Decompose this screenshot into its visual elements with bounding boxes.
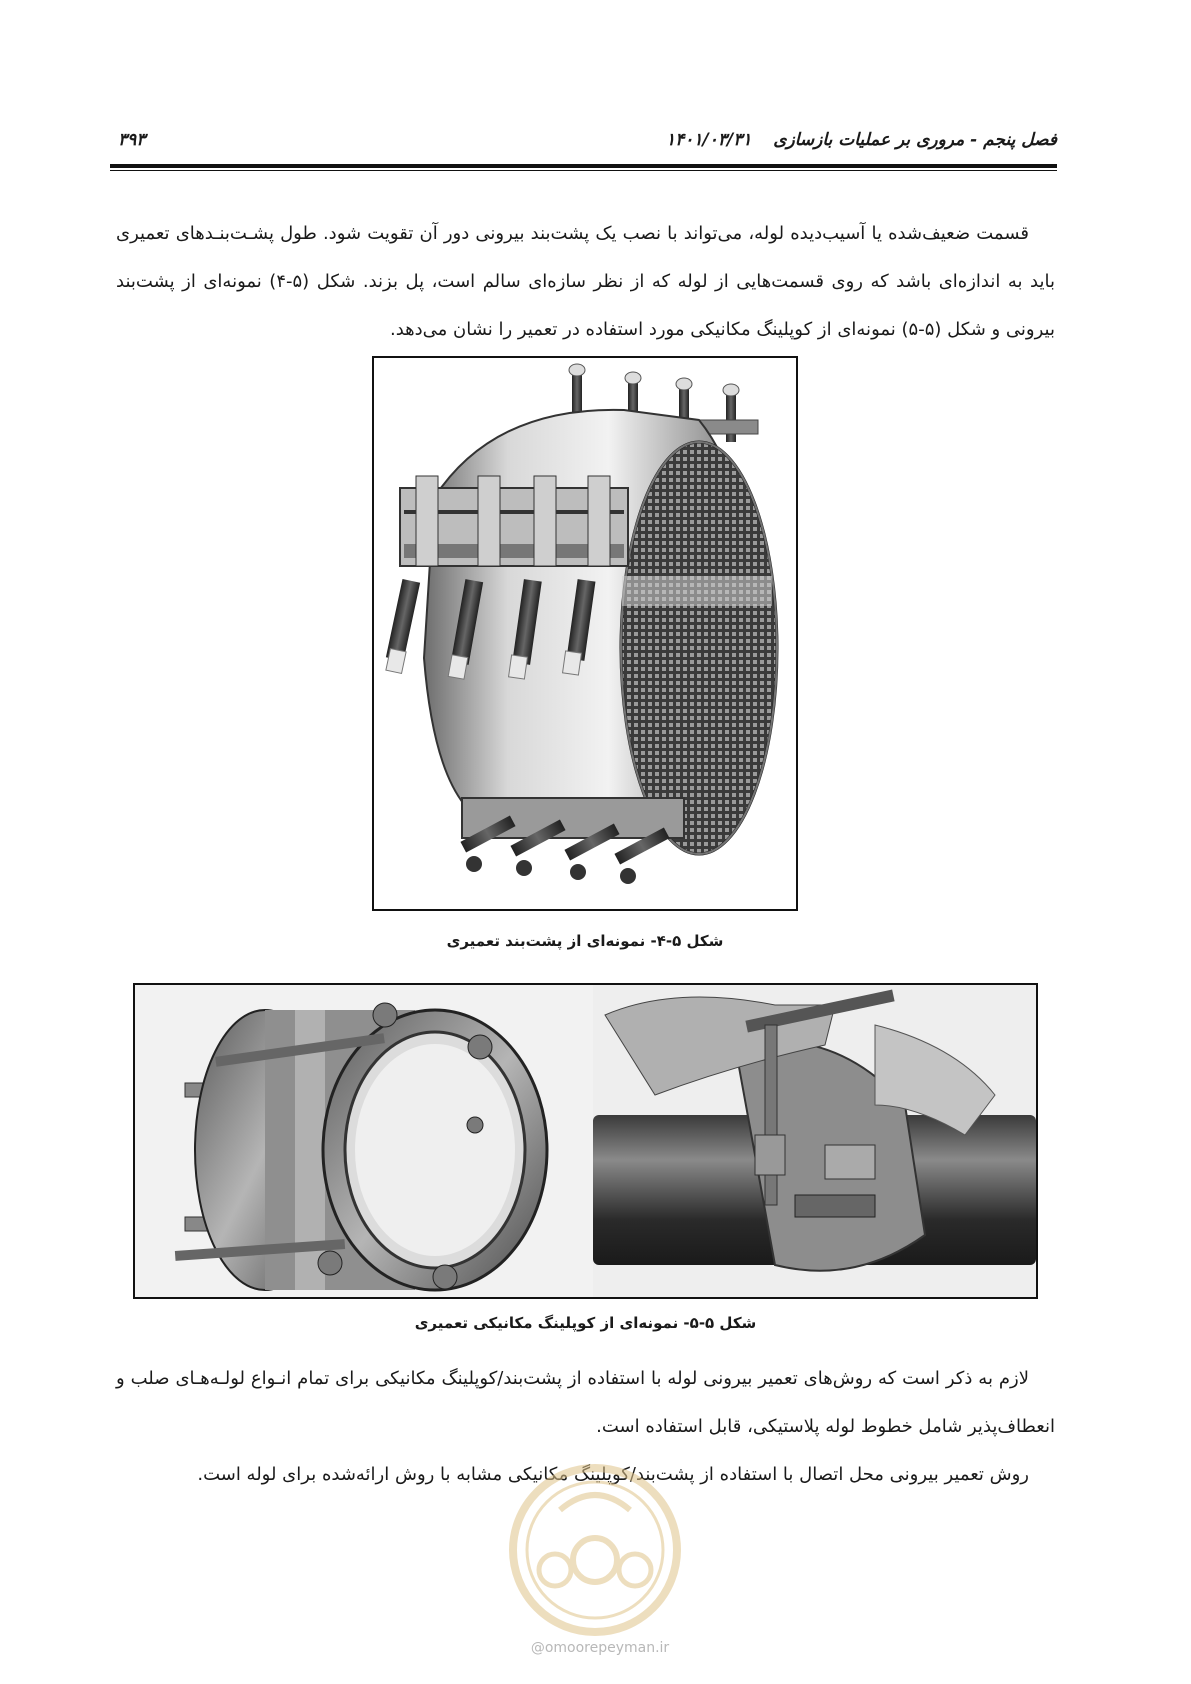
bottom-bolts [460,798,684,884]
repair-clamp-illustration [374,358,796,909]
figure-mechanical-coupling [133,983,1038,1299]
paragraph-applicability: لازم به ذکر است که روش‌های تعمیر بیرونی لوله با استفاده از پشت‌بند/کوپلینگ مکانیکی برای تمام انـواع لولـه‌هـای صلب و انعطاف‌پذیر شامل خطوط لوله پلاستیکی، قابل استفاده است. [116,1368,1055,1437]
figure-5-caption: شکل ۵-۵- نمونه‌ای از کوپلینگ مکانیکی تعمیری [414,1314,757,1332]
page-header [110,128,1057,156]
header-rule-thick [110,164,1057,168]
seal-logo-icon [505,1460,685,1660]
header-rule-thin [110,170,1057,171]
paragraph-intro: قسمت ضعیف‌شده یا آسیب‌دیده لوله، می‌تواند با نصب یک پشت‌بند بیرونی دور آن تقویت شود. طول پشـت‌بنـدهای تعمیری باید به اندازه‌ای باشد که روی قسمت‌هایی از لوله که از نظر سازه‌ای سالم است، پل بزند. شکل (۵-۴) نمونه‌ای از پشت‌بند بیرونی و شکل (۵-۵) نمونه‌ای از کوپلینگ مکانیکی مورد استفاده در تعمیر را نشان می‌دهد. [116,223,1055,340]
figure-repair-clamp [372,356,798,911]
page-number: ۳۹۳ [118,130,146,150]
watermark-text: @omoorepeyman.ir [530,1640,670,1656]
header-date: ۱۴۰۱/۰۳/۳۱ [666,130,752,150]
pipe-clamp-photo [593,985,1036,1297]
chapter-title: فصل پنجم - مروری بر عملیات بازسازی [773,130,1057,150]
paragraph-joint-repair: روش تعمیر بیرونی محل اتصال با استفاده از پشت‌بند/کوپلینگ مکانیکی مشابه با روش ارائه‌شده برای لوله است. [197,1464,1029,1485]
mechanical-coupling-illustration [135,985,1036,1297]
figure-4-caption: شکل ۵-۴- نمونه‌ای از پشت‌بند تعمیری [446,932,724,950]
flexible-coupling [175,1003,547,1290]
